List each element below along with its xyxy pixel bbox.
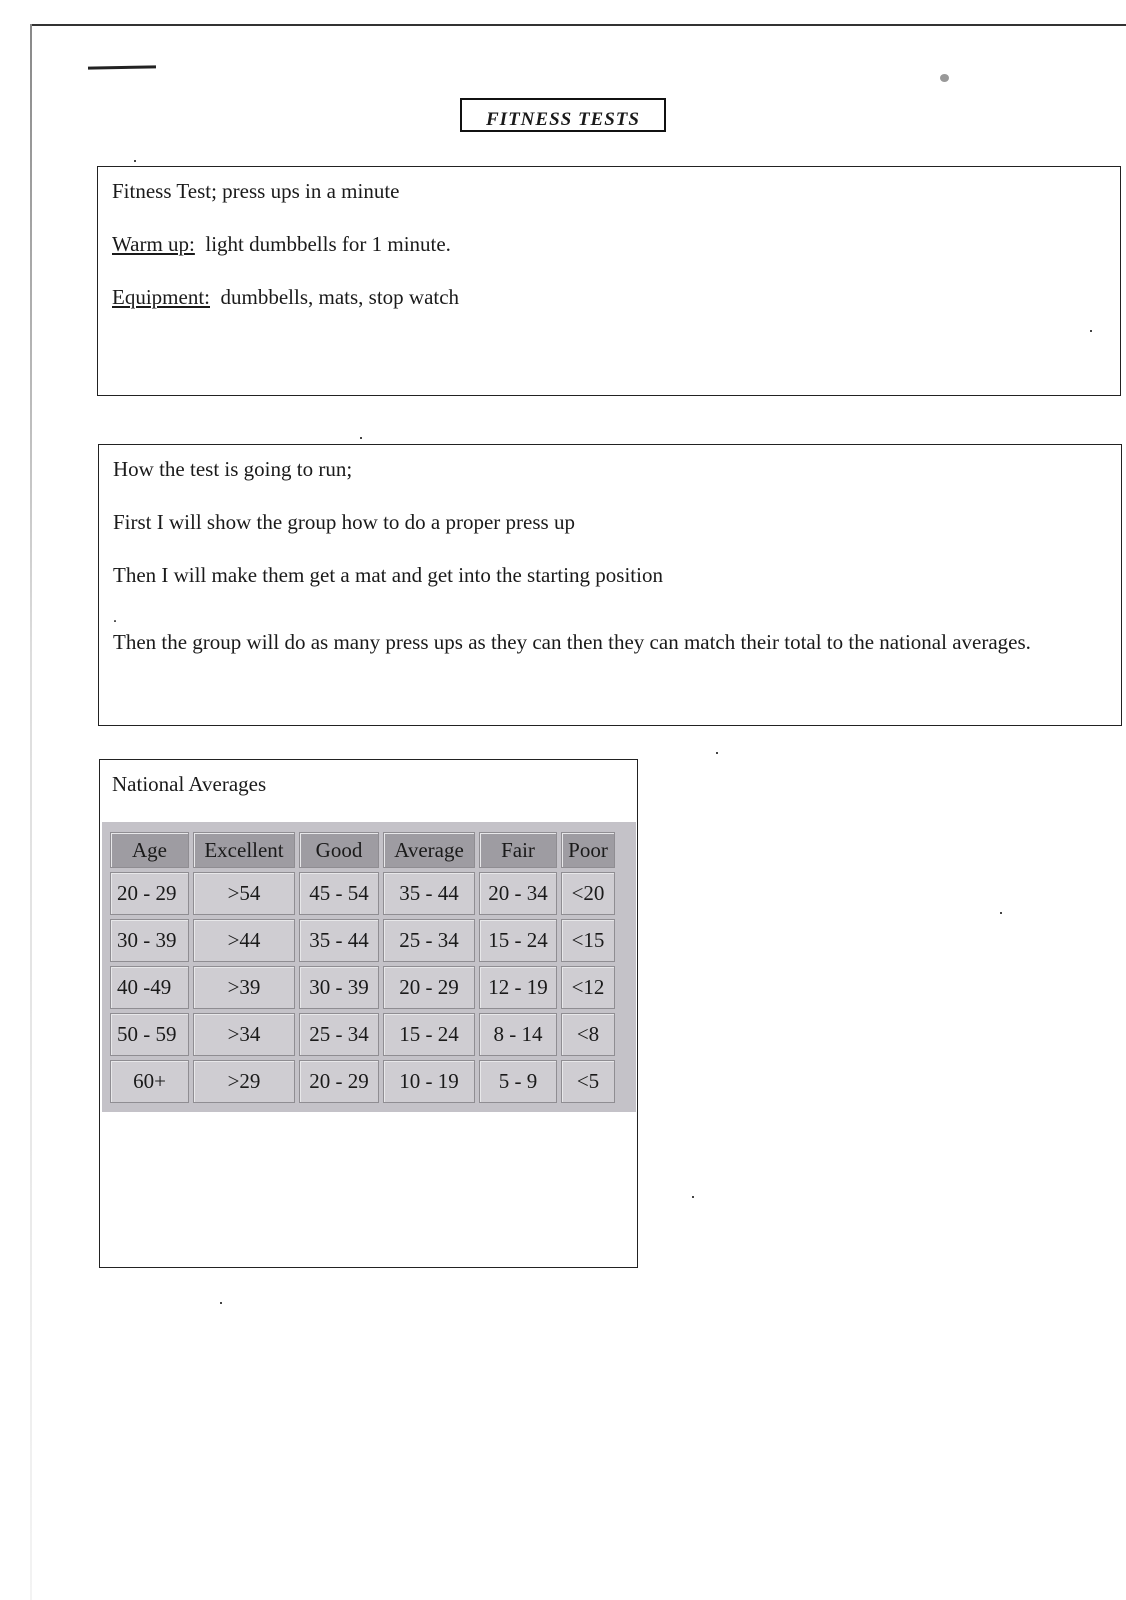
equipment-value: dumbbells, mats, stop watch <box>220 285 460 309</box>
page-title: FITNESS TESTS <box>460 98 666 132</box>
column-header-average: Average <box>383 832 475 868</box>
equipment-label: Equipment: <box>112 285 210 309</box>
table-cell: 20 - 29 <box>383 966 475 1009</box>
national-averages-heading: National Averages <box>112 772 267 796</box>
warm-up-value: light dumbbells for 1 minute. <box>205 232 451 256</box>
table-cell: <15 <box>561 919 615 962</box>
table-cell: >54 <box>193 872 295 915</box>
procedure-step: Then the group will do as many press ups as they can then they can match their total to the national averages. <box>113 630 1031 654</box>
scan-blot <box>940 74 949 82</box>
scan-mark <box>88 65 156 69</box>
table-row <box>110 966 615 1009</box>
column-header-good: Good <box>299 832 379 868</box>
table-cell: 8 - 14 <box>479 1013 557 1056</box>
national-averages-table-panel <box>102 822 636 1112</box>
stray-mark: . <box>113 609 117 626</box>
table-cell: >44 <box>193 919 295 962</box>
table-cell: >29 <box>193 1060 295 1103</box>
scan-speck <box>716 752 718 754</box>
table-cell: >34 <box>193 1013 295 1056</box>
table-row <box>110 872 615 915</box>
table-cell-age: 50 - 59 <box>110 1013 189 1056</box>
table-cell: 5 - 9 <box>479 1060 557 1103</box>
equipment-line <box>112 283 1120 311</box>
table-cell: 20 - 34 <box>479 872 557 915</box>
national-averages-table <box>106 828 619 1107</box>
test-info-box <box>97 166 1121 396</box>
table-cell: 35 - 44 <box>383 872 475 915</box>
warm-up-label: Warm up: <box>112 232 195 256</box>
table-cell: <12 <box>561 966 615 1009</box>
column-header-age: Age <box>110 832 189 868</box>
table-cell-age: 20 - 29 <box>110 872 189 915</box>
warm-up-line <box>112 230 1120 258</box>
procedure-heading: How the test is going to run; <box>113 457 353 481</box>
table-row <box>110 919 615 962</box>
column-header-excellent: Excellent <box>193 832 295 868</box>
procedure-step: First I will show the group how to do a proper press up <box>113 510 575 534</box>
table-cell: 12 - 19 <box>479 966 557 1009</box>
test-line: Fitness Test; press ups in a minute <box>112 179 400 203</box>
table-cell-age: 40 -49 <box>110 966 189 1009</box>
table-cell: 30 - 39 <box>299 966 379 1009</box>
scan-edge-left <box>30 24 32 1600</box>
table-cell: >39 <box>193 966 295 1009</box>
table-cell: 45 - 54 <box>299 872 379 915</box>
scan-speck <box>360 437 362 439</box>
table-row <box>110 1060 615 1103</box>
scan-speck <box>134 160 136 162</box>
column-header-fair: Fair <box>479 832 557 868</box>
table-cell-age: 30 - 39 <box>110 919 189 962</box>
table-cell-age: 60+ <box>110 1060 189 1103</box>
table-cell: <20 <box>561 872 615 915</box>
column-header-poor: Poor <box>561 832 615 868</box>
procedure-step: Then I will make them get a mat and get into the starting position <box>113 563 663 587</box>
table-header-row <box>110 832 615 868</box>
table-cell: 35 - 44 <box>299 919 379 962</box>
table-row <box>110 1013 615 1056</box>
table-cell: 15 - 24 <box>479 919 557 962</box>
table-cell: 10 - 19 <box>383 1060 475 1103</box>
table-cell: 15 - 24 <box>383 1013 475 1056</box>
table-cell: <8 <box>561 1013 615 1056</box>
table-cell: 25 - 34 <box>299 1013 379 1056</box>
table-cell: 20 - 29 <box>299 1060 379 1103</box>
scan-speck <box>692 1196 694 1198</box>
scan-speck <box>220 1302 222 1304</box>
scan-speck <box>1000 912 1002 914</box>
table-cell: <5 <box>561 1060 615 1103</box>
scan-edge-top <box>30 24 1126 26</box>
table-cell: 25 - 34 <box>383 919 475 962</box>
procedure-box <box>98 444 1122 726</box>
